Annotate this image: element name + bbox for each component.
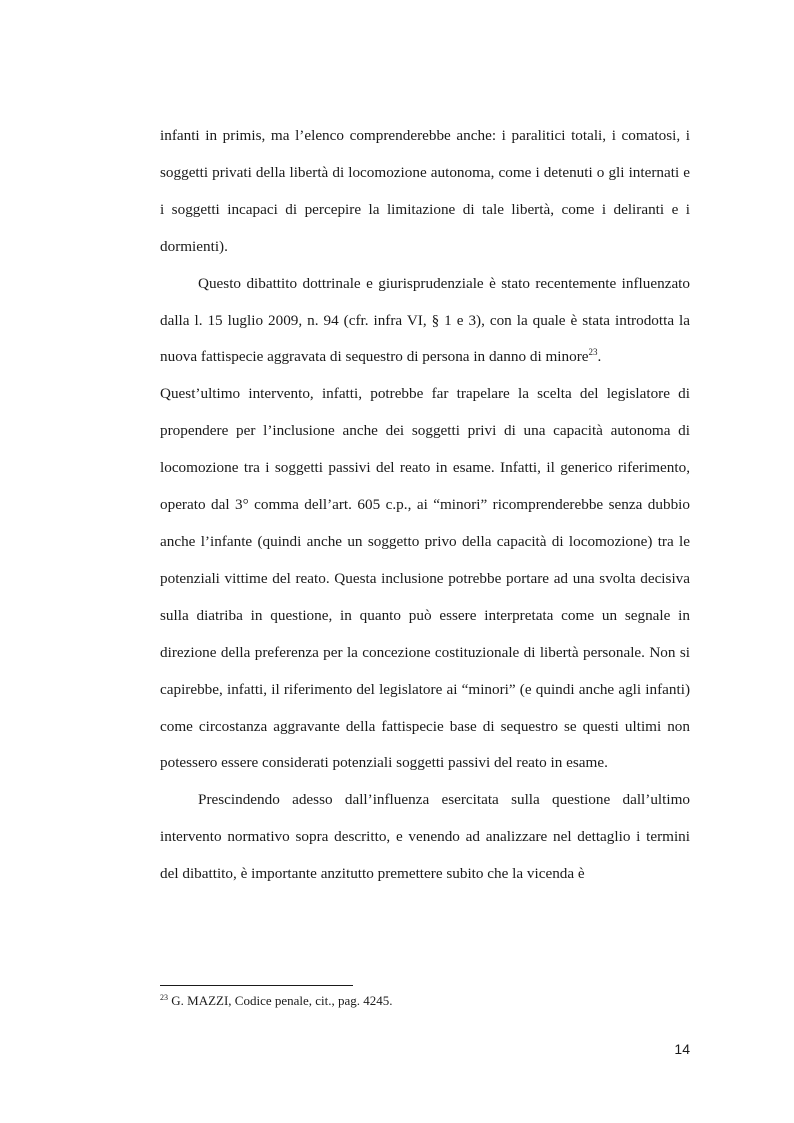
footnote-reference: 23 <box>588 347 598 358</box>
paragraph-intervention <box>160 376 690 782</box>
footnote <box>160 993 690 1009</box>
paragraph-text: Quest’ultimo intervento, infatti, potrebbe far trapelare la scelta del legislatore di propendere per l’inclusione anche dei soggetti privi di una capacità autonoma di locomozione tra i soggetti passivi del reato in esame. Infatti, il generico riferimento, operato dal 3° comma dell’art. 605 c.p., ai “minori” ricomprenderebbe senza dubbio anche l’infante (quindi anche un soggetto privo della capacità di locomozione) tra le potenziali vittime del reato. Questa inclusione potrebbe portare ad una svolta decisiva sulla diatriba in questione, in quanto può essere interpretata come un segnale in direzione della preferenza per la concezione costituzionale di libertà personale. Non si capirebbe, infatti, il riferimento del legislatore ai “minori” (e quindi anche agli infanti) come circostanza aggravante della fattispecie base di sequestro se questi ultimi non potessero essere considerati potenziali soggetti passivi del reato in esame. <box>160 385 690 772</box>
page-body <box>160 118 690 893</box>
paragraph-text: Prescindendo adesso dall’influenza esercitata sulla questione dall’ultimo intervento normativo sopra descritto, e venendo ad analizzare nel dettaglio i termini del dibattito, è importante anzitutto premettere subito che la vicenda è <box>160 791 690 883</box>
footnote-separator <box>160 985 353 986</box>
footnote-text: G. MAZZI, Codice penale, cit., pag. 4245. <box>168 993 393 1008</box>
page-number: 14 <box>674 1041 690 1057</box>
paragraph-continuation <box>160 118 690 266</box>
paragraph-text-end: . <box>597 348 602 366</box>
paragraph-text: infanti in primis, ma l’elenco comprenderebbe anche: i paralitici totali, i comatosi, i soggetti privati della libertà di locomozione autonoma, come i detenuti o gli internati e i soggetti incapaci di percepire la limitazione di tale libertà, come i deliranti e i dormienti). <box>160 127 690 255</box>
paragraph-debate <box>160 266 690 377</box>
footnote-number: 23 <box>160 993 168 1002</box>
paragraph-text: Questo dibattito dottrinale e giurisprudenziale è stato recentemente influenzato dalla l. 15 luglio 2009, n. 94 (cfr. infra VI, § 1 e 3), con la quale è stata introdotta la nuova fattispecie aggravata di sequestro di persona in danno di minore <box>160 274 690 366</box>
paragraph-premise <box>160 782 690 893</box>
